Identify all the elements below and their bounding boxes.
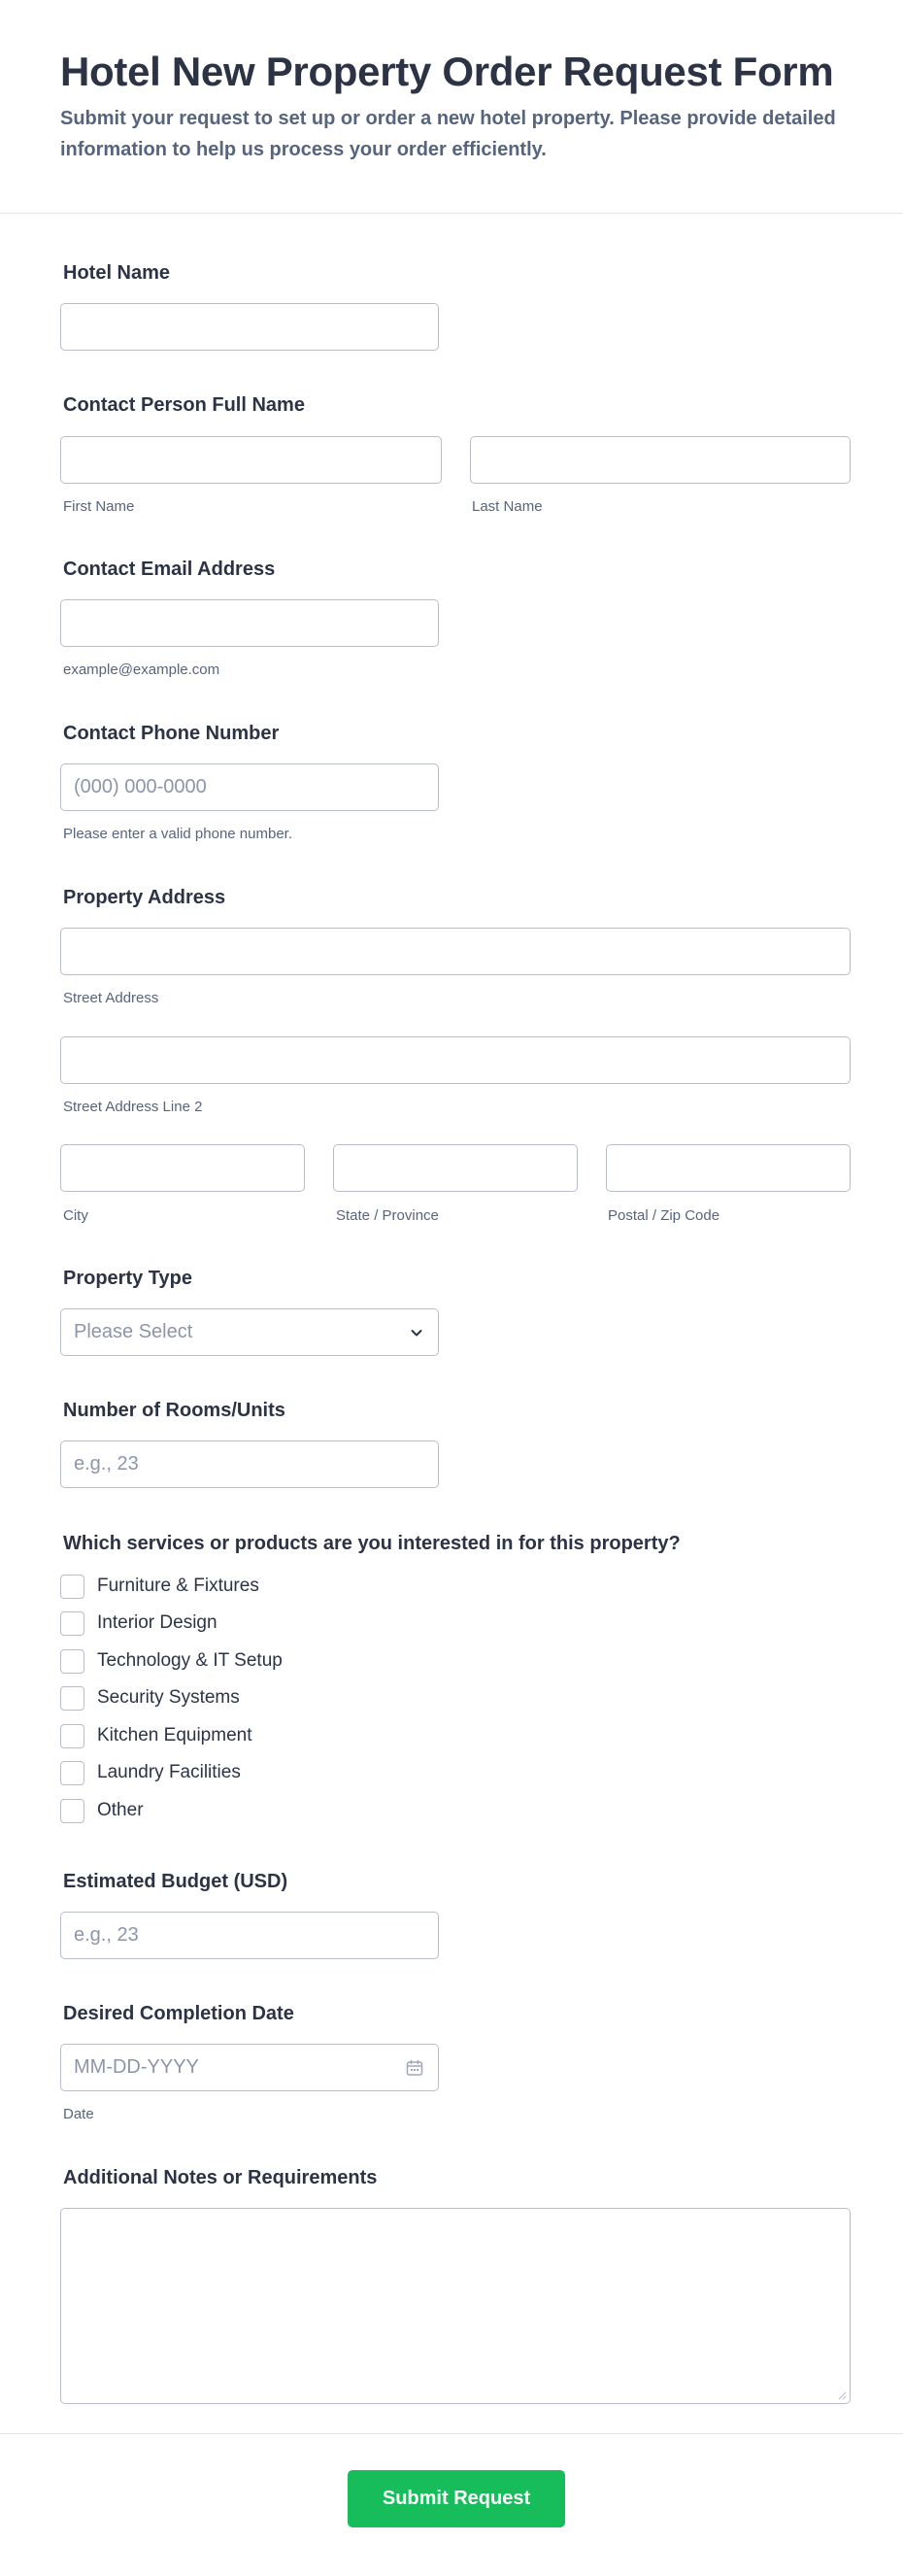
calendar-icon[interactable] (405, 2058, 424, 2078)
city-sublabel: City (63, 1207, 88, 1224)
submit-button[interactable]: Submit Request (348, 2470, 565, 2527)
contact-name-label: Contact Person Full Name (63, 394, 305, 416)
email-label: Contact Email Address (63, 559, 276, 580)
hotel-name-label: Hotel Name (63, 262, 171, 284)
first-name-sublabel: First Name (63, 498, 135, 515)
checkbox-technology[interactable] (60, 1649, 84, 1674)
phone-label: Contact Phone Number (63, 723, 280, 744)
phone-sublabel: Please enter a valid phone number. (63, 826, 292, 842)
checkbox-interior-design[interactable] (60, 1611, 84, 1636)
street-address-sublabel: Street Address (63, 990, 159, 1006)
property-type-placeholder: Please Select (74, 1321, 193, 1342)
budget-input[interactable] (60, 1912, 439, 1959)
resize-grip-icon[interactable] (837, 2390, 847, 2400)
form-header (0, 0, 903, 214)
budget-placeholder: e.g., 23 (74, 1924, 139, 1946)
checkbox-kitchen-label[interactable]: Kitchen Equipment (97, 1725, 252, 1746)
checkbox-kitchen[interactable] (60, 1724, 84, 1748)
completion-date-sublabel: Date (63, 2106, 94, 2122)
phone-placeholder: (000) 000-0000 (74, 776, 207, 797)
notes-label: Additional Notes or Requirements (63, 2167, 378, 2188)
zip-sublabel: Postal / Zip Code (608, 1207, 720, 1224)
page-title: Hotel New Property Order Request Form (60, 49, 834, 94)
email-input[interactable] (60, 599, 439, 647)
first-name-input[interactable] (60, 436, 442, 484)
property-type-select[interactable] (60, 1308, 439, 1356)
rooms-placeholder: e.g., 23 (74, 1453, 139, 1474)
rooms-input[interactable] (60, 1441, 439, 1488)
checkbox-furniture-label[interactable]: Furniture & Fixtures (97, 1576, 259, 1596)
property-type-label: Property Type (63, 1268, 192, 1289)
checkbox-security[interactable] (60, 1686, 84, 1711)
street-address-line2-input[interactable] (60, 1036, 851, 1084)
checkbox-security-label[interactable]: Security Systems (97, 1687, 240, 1708)
checkbox-laundry-label[interactable]: Laundry Facilities (97, 1762, 241, 1782)
zip-input[interactable] (606, 1144, 851, 1192)
last-name-sublabel: Last Name (472, 498, 543, 515)
notes-textarea[interactable] (60, 2208, 851, 2404)
checkbox-other[interactable] (60, 1799, 84, 1823)
street-address-input[interactable] (60, 928, 851, 975)
rooms-label: Number of Rooms/Units (63, 1400, 285, 1421)
checkbox-other-label[interactable]: Other (97, 1800, 144, 1820)
footer-divider (0, 2433, 903, 2434)
state-input[interactable] (333, 1144, 578, 1192)
completion-date-input[interactable] (60, 2044, 439, 2091)
street-address-line2-sublabel: Street Address Line 2 (63, 1099, 203, 1115)
chevron-down-icon (409, 1325, 424, 1340)
last-name-input[interactable] (470, 436, 851, 484)
state-sublabel: State / Province (336, 1207, 439, 1224)
completion-date-label: Desired Completion Date (63, 2003, 294, 2024)
address-label: Property Address (63, 887, 226, 908)
completion-date-placeholder: MM-DD-YYYY (74, 2056, 199, 2078)
checkbox-laundry[interactable] (60, 1761, 84, 1785)
services-label: Which services or products are you interested in for this property? (63, 1533, 681, 1554)
city-input[interactable] (60, 1144, 305, 1192)
checkbox-furniture[interactable] (60, 1575, 84, 1599)
checkbox-technology-label[interactable]: Technology & IT Setup (97, 1650, 283, 1671)
budget-label: Estimated Budget (USD) (63, 1871, 288, 1892)
phone-input[interactable] (60, 763, 439, 811)
page-subtitle: Submit your request to set up or order a new hotel property. Please provide detailed information to help us process your order efficiently. (60, 108, 836, 160)
email-sublabel: example@example.com (63, 661, 220, 678)
checkbox-interior-design-label[interactable]: Interior Design (97, 1612, 217, 1633)
hotel-name-input[interactable] (60, 303, 439, 351)
